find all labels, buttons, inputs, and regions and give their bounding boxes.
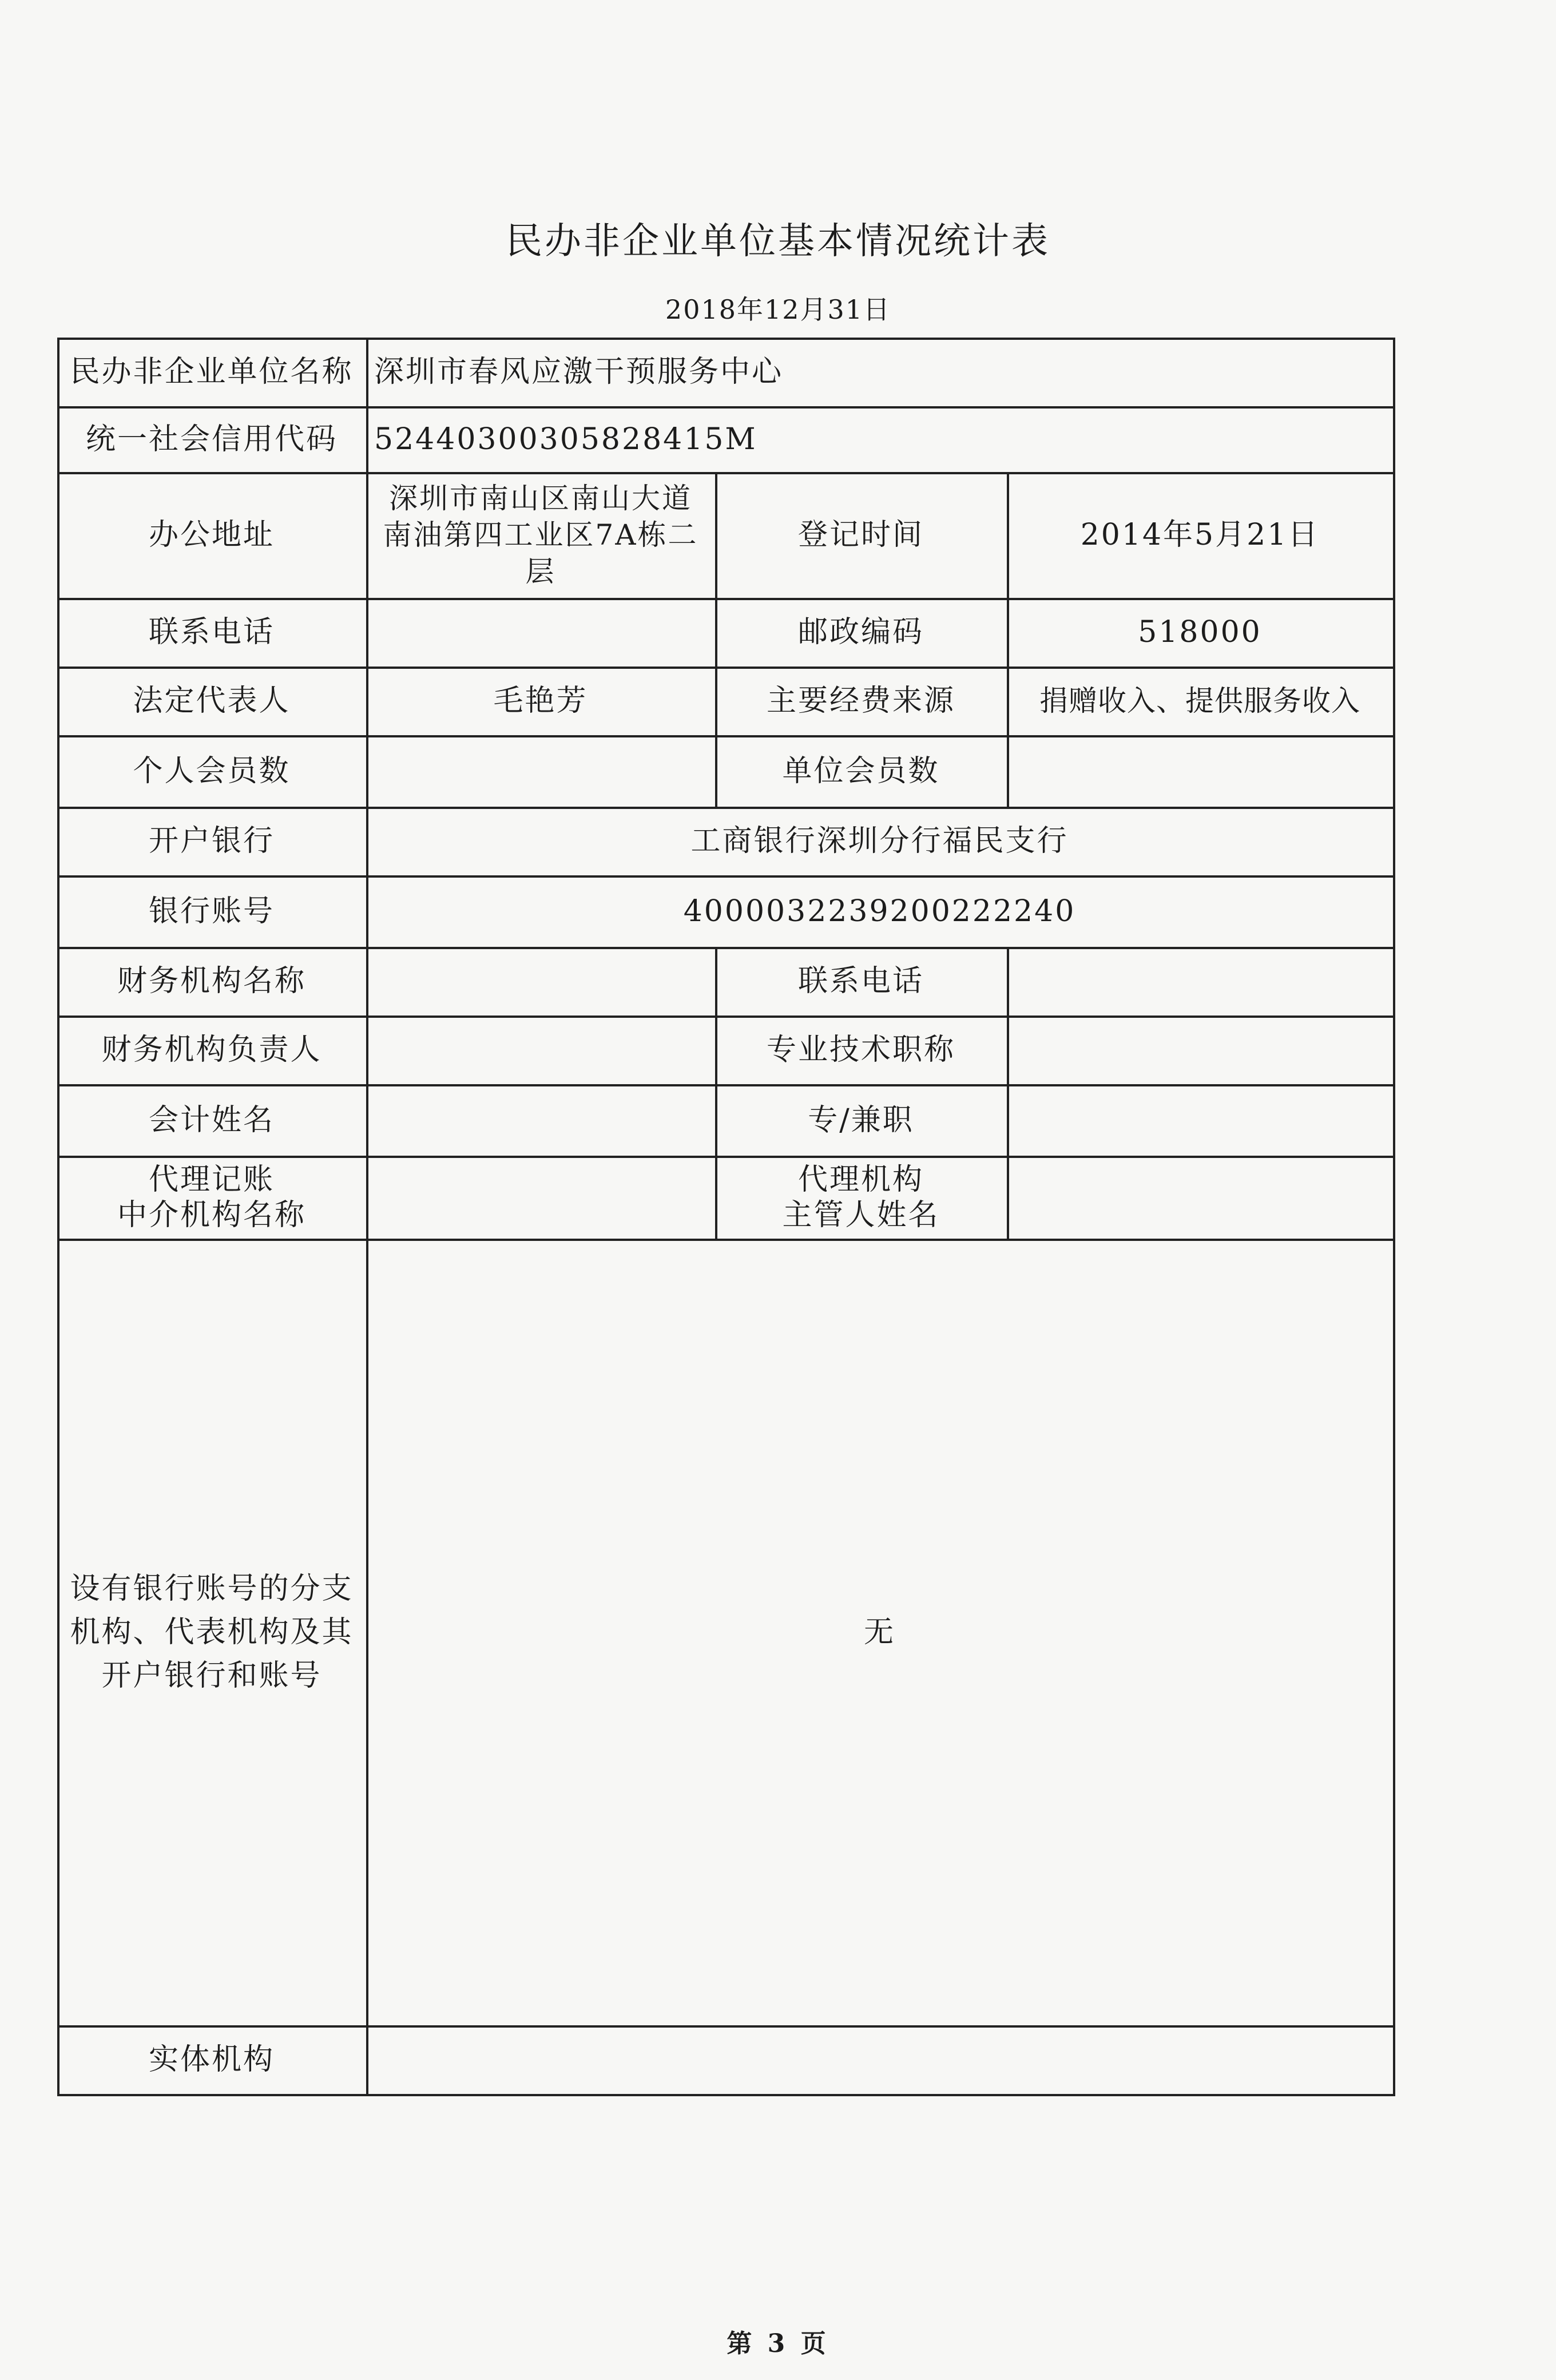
bank-label: 开户银行 [148,824,275,858]
form-date: 2018年12月31日 [665,294,891,325]
fulltime-value [1007,1084,1393,1156]
title-prof-value [1007,1016,1393,1084]
page-number: 第 3 页 [727,2329,829,2358]
personal-members-value [366,735,715,807]
legal-rep-value: 毛艳芳 [493,684,588,718]
bank-value: 工商银行深圳分行福民支行 [690,824,1069,858]
funding-label: 主要经费来源 [766,684,955,718]
branches-value: 无 [863,1615,895,1649]
postcode-value: 518000 [1138,615,1262,649]
agent-org-label: 代理记账 中介机构名称 [117,1162,306,1232]
info-table [57,338,1393,2094]
personal-members-label: 个人会员数 [133,753,291,788]
finance-head-label: 财务机构负责人 [101,1033,322,1067]
address-label: 办公地址 [148,518,275,552]
finance-head-value [366,1016,715,1084]
finance-org-value [366,947,715,1016]
funding-value: 捐赠收入、提供服务收入 [1039,684,1360,717]
finance-org-label: 财务机构名称 [117,964,306,998]
fulltime-label: 专/兼职 [808,1102,914,1137]
entity-value [366,2025,1393,2094]
legal-rep-label: 法定代表人 [133,684,291,718]
unit-name-label: 民办非企业单位名称 [70,355,354,389]
agent-head-value [1007,1156,1393,1239]
form-title: 民办非企业单位基本情况统计表 [506,220,1050,263]
entity-label: 实体机构 [148,2042,275,2077]
reg-time-label: 登记时间 [797,518,924,552]
phone-value [366,598,715,667]
credit-code-label: 统一社会信用代码 [85,422,338,457]
reg-time-value: 2014年5月21日 [1080,518,1320,552]
agent-org-value [366,1156,715,1239]
branches-label: 设有银行账号的分支 机构、代表机构及其 开户银行和账号 [70,1571,354,1693]
accountant-label: 会计姓名 [148,1102,275,1137]
accountant-value [366,1084,715,1156]
agent-head-label: 代理机构 主管人姓名 [782,1162,940,1232]
credit-code-value: 52440300305828415M [374,422,757,457]
account-value: 4000032239200222240 [683,894,1076,929]
phone-label: 联系电话 [148,615,275,649]
finance-phone-label: 联系电话 [797,964,924,998]
unit-name-value: 深圳市春风应激干预服务中心 [374,355,784,389]
finance-phone-value [1007,947,1393,1016]
unit-members-value [1007,735,1393,807]
unit-members-label: 单位会员数 [782,753,940,788]
account-label: 银行账号 [148,894,275,929]
title-prof-label: 专业技术职称 [766,1033,955,1067]
address-value: 深圳市南山区南山大道 南油第四工业区7A栋二 层 [383,482,698,588]
postcode-label: 邮政编码 [797,615,924,649]
